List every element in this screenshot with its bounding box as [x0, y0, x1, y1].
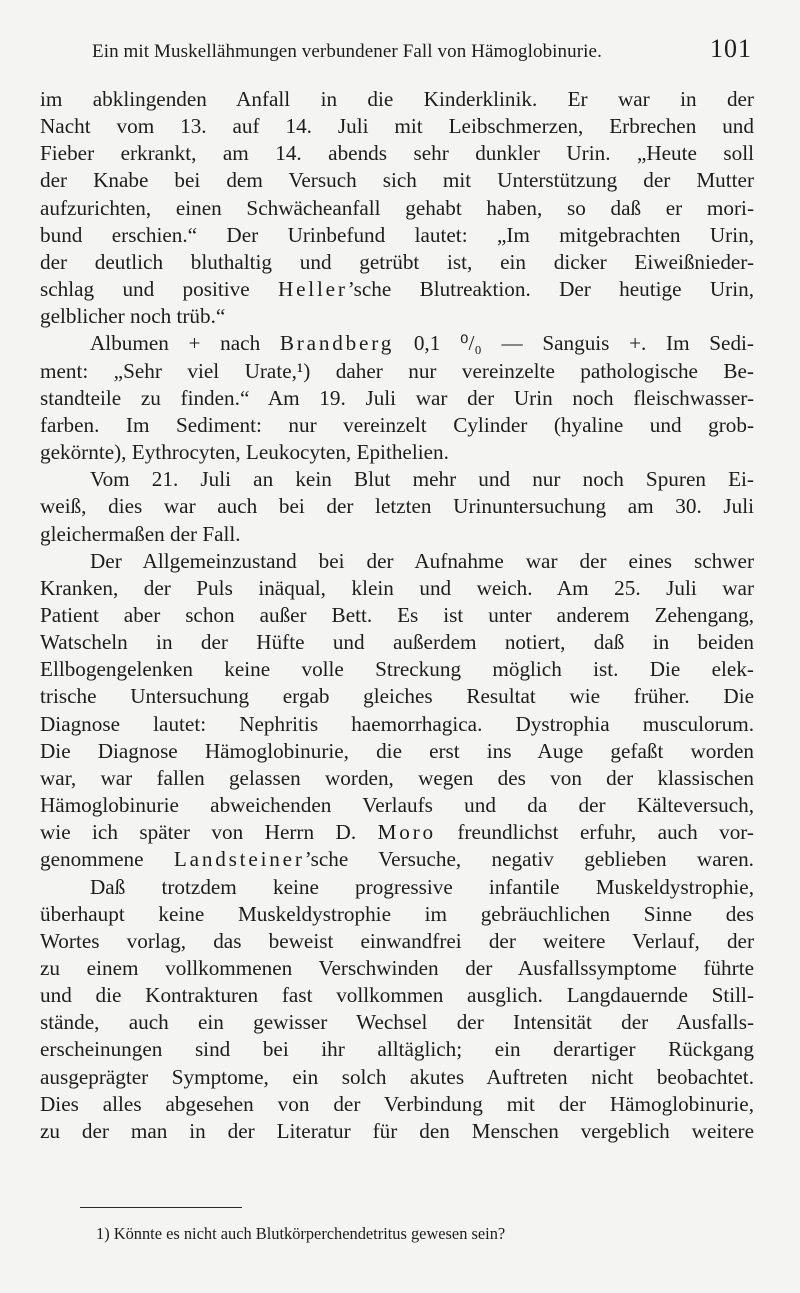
text-segment: Wortes vorlag, das beweist einwandfrei der weitere Verlauf, der — [40, 928, 754, 953]
text-line — [40, 982, 754, 1009]
text-line — [40, 167, 754, 194]
text-segment: und die Kontrakturen fast vollkommen ausglich. Langdauernde Still- — [40, 983, 754, 1008]
text-segment: gleichermaßen der Fall. — [40, 521, 241, 546]
text-line — [40, 1091, 754, 1118]
text-segment: Daß trotzdem keine progressive infantile Muskeldystrophie, — [90, 874, 754, 899]
text-line — [40, 493, 754, 520]
running-title: Ein mit Muskellähmungen verbundener Fall von Hämoglobinurie. — [92, 41, 602, 62]
text-line — [40, 86, 754, 113]
footnote-rule — [80, 1207, 242, 1208]
text-line — [40, 656, 754, 683]
footnote: 1) Könnte es nicht auch Blutkörperchendetritus gewesen sein? — [96, 1224, 506, 1243]
text-line — [40, 602, 754, 629]
text-segment: gekörnte), Eythrocyten, Leukocyten, Epithelien. — [40, 440, 449, 465]
text-line — [40, 521, 754, 548]
text-segment: Ellbogengelenken keine volle Streckung möglich ist. Die elek- — [40, 657, 754, 682]
text-segment: schlag und positive — [40, 277, 278, 302]
text-segment: trische Untersuchung ergab gleiches Resultat wie früher. Die — [40, 684, 754, 709]
text-segment: stände, auch ein gewisser Wechsel der Intensität der Ausfalls- — [40, 1010, 754, 1035]
text-segment: Kranken, der Puls inäqual, klein und weich. Am 25. Juli war — [40, 575, 754, 600]
text-segment: Der Allgemeinzustand bei der Aufnahme war der eines schwer — [90, 548, 754, 573]
text-segment: Vom 21. Juli an kein Blut mehr und nur noch Spuren Ei- — [90, 467, 754, 492]
text-line — [40, 955, 754, 982]
text-line — [40, 874, 754, 901]
running-head — [92, 34, 752, 68]
text-segment: Albumen + nach — [90, 331, 280, 356]
text-line — [40, 412, 754, 439]
text-line — [40, 222, 754, 249]
text-segment: gelblicher noch trüb.“ — [40, 304, 226, 329]
text-segment: ausgeprägter Symptome, ein solch akutes Auftreten nicht beobachtet. — [40, 1064, 754, 1089]
spaced-name: Brandberg — [279, 331, 395, 356]
text-line — [40, 1009, 754, 1036]
text-segment: genommene — [40, 847, 174, 872]
text-line — [40, 330, 754, 357]
text-line — [40, 575, 754, 602]
text-segment: Watscheln in der Hüfte und außerdem notiert, daß in beiden — [40, 630, 754, 655]
text-segment: aufzurichten, einen Schwächeanfall gehabt haben, so daß er mori- — [40, 195, 754, 220]
text-segment: der Knabe bei dem Versuch sich mit Unterstützung der Mutter — [40, 168, 754, 193]
text-segment: ment: „Sehr viel Urate,¹) daher nur vereinzelte pathologische Be- — [40, 358, 754, 383]
spaced-name: Landsteiner — [173, 847, 305, 872]
text-line — [40, 358, 754, 385]
text-segment: weiß, dies war auch bei der letzten Urinuntersuchung am 30. Juli — [40, 494, 754, 519]
text-segment: wie ich später von Herrn D. — [40, 820, 378, 845]
text-line — [40, 385, 754, 412]
text-line — [40, 901, 754, 928]
text-segment: Patient aber schon außer Bett. Es ist unter anderem Zehengang, — [40, 602, 754, 627]
text-segment: Die Diagnose Hämoglobinurie, die erst ins Auge gefaßt worden — [40, 738, 754, 763]
text-segment: zu der man in der Literatur für den Menschen vergeblich weitere — [40, 1118, 754, 1143]
text-segment: der deutlich bluthaltig und getrübt ist, ein dicker Eiweißnieder- — [40, 249, 754, 274]
text-line — [40, 792, 754, 819]
text-segment: Dies alles abgesehen von der Verbindung mit der Hämoglobinurie, — [40, 1091, 754, 1116]
text-segment: Diagnose lautet: Nephritis haemorrhagica. Dystrophia musculorum. — [40, 711, 754, 736]
text-line — [40, 1118, 754, 1145]
text-line — [40, 1036, 754, 1063]
text-line — [40, 629, 754, 656]
text-line — [40, 683, 754, 710]
text-segment: freundlichst erfuhr, auch vor- — [435, 820, 754, 845]
text-segment: Hämoglobinurie abweichenden Verlaufs und da der Kälteversuch, — [40, 793, 754, 818]
text-line — [40, 548, 754, 575]
text-line — [40, 846, 754, 873]
page-number: 101 — [710, 34, 752, 63]
text-line — [40, 303, 754, 330]
text-segment: ’sche Versuche, negativ geblieben waren. — [304, 847, 754, 872]
spaced-name: Heller — [277, 277, 348, 302]
spaced-name: Moro — [377, 820, 436, 845]
text-segment: zu einem vollkommenen Verschwinden der Ausfallssymptome führte — [40, 956, 754, 980]
text-line — [40, 928, 754, 955]
text-segment: bund erschien.“ Der Urinbefund lautet: „Im mitgebrachten Urin, — [40, 222, 754, 247]
text-line — [40, 819, 754, 846]
body-text — [40, 86, 754, 1145]
text-segment: im abklingenden Anfall in die Kinderklinik. Er war in der — [40, 87, 754, 111]
text-segment: ’sche Blutreaktion. Der heutige Urin, — [347, 277, 754, 302]
text-segment: 0,1 ⁰/₀ — Sanguis +. Im Sedi- — [394, 331, 754, 356]
text-segment: überhaupt keine Muskeldystrophie im gebräuchlichen Sinne des — [40, 901, 754, 926]
text-line — [40, 1064, 754, 1091]
text-line — [40, 738, 754, 765]
text-line — [40, 711, 754, 738]
text-line — [40, 195, 754, 222]
text-segment: farben. Im Sediment: nur vereinzelt Cylinder (hyaline und grob- — [40, 412, 754, 437]
text-segment: war, war fallen gelassen worden, wegen des von der klassischen — [40, 765, 754, 790]
text-line — [40, 439, 754, 466]
text-line — [40, 113, 754, 140]
text-segment: standteile zu finden.“ Am 19. Juli war der Urin noch fleischwasser- — [40, 385, 754, 410]
text-line — [40, 276, 754, 303]
text-segment: Fieber erkrankt, am 14. abends sehr dunkler Urin. „Heute soll — [40, 141, 754, 166]
text-line — [40, 765, 754, 792]
text-segment: Nacht vom 13. auf 14. Juli mit Leibschmerzen, Erbrechen und — [40, 114, 754, 139]
text-segment: erscheinungen sind bei ihr alltäglich; ein derartiger Rückgang — [40, 1037, 754, 1062]
text-line — [40, 249, 754, 276]
text-line — [40, 466, 754, 493]
text-line — [40, 140, 754, 167]
